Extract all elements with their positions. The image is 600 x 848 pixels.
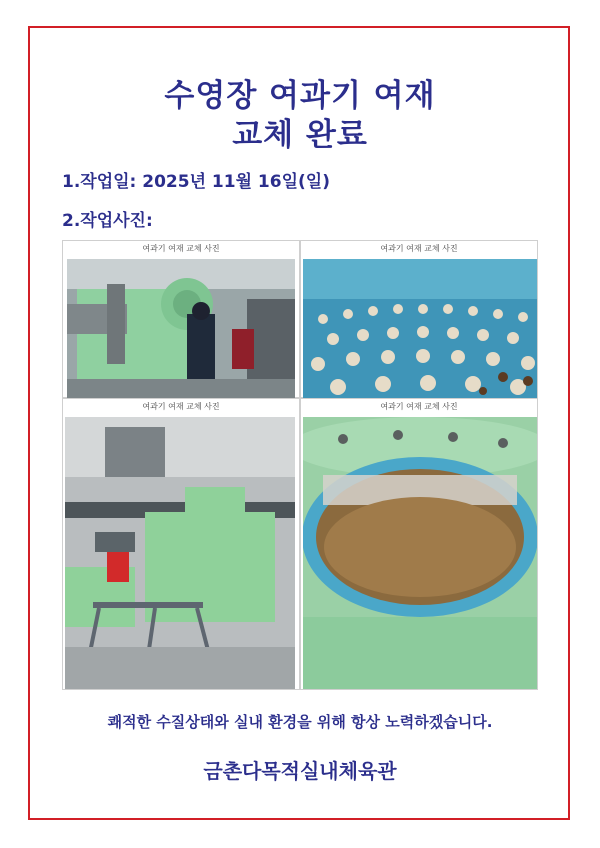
filter-nozzles-photo — [303, 259, 537, 399]
photo-caption: 여과기 여재 교체 사진 — [142, 244, 220, 253]
photo-cell — [300, 398, 538, 690]
filter-manhole-media-photo — [303, 417, 537, 689]
photo-caption: 여과기 여재 교체 사진 — [380, 244, 458, 253]
photo-cell — [62, 240, 300, 398]
photos-heading: 2.작업사진: — [62, 211, 153, 231]
filter-room-scaffold-photo — [65, 417, 295, 689]
page-title: 수영장 여과기 여재 — [164, 78, 436, 114]
page-title-line2: 교체 완료 — [232, 117, 368, 153]
organization-name: 금촌다목적실내체육관 — [203, 759, 397, 783]
photo-caption: 여과기 여재 교체 사진 — [142, 402, 220, 411]
filter-tank-worker-photo — [67, 259, 295, 399]
photo-caption: 여과기 여재 교체 사진 — [380, 402, 458, 411]
photo-cell — [300, 240, 538, 398]
work-date: 1.작업일: 2025년 11월 16일(일) — [62, 172, 330, 192]
photo-grid — [62, 240, 538, 690]
footer-message: 쾌적한 수질상태와 실내 환경을 위해 항상 노력하겠습니다. — [107, 713, 493, 731]
photo-cell — [62, 398, 300, 690]
